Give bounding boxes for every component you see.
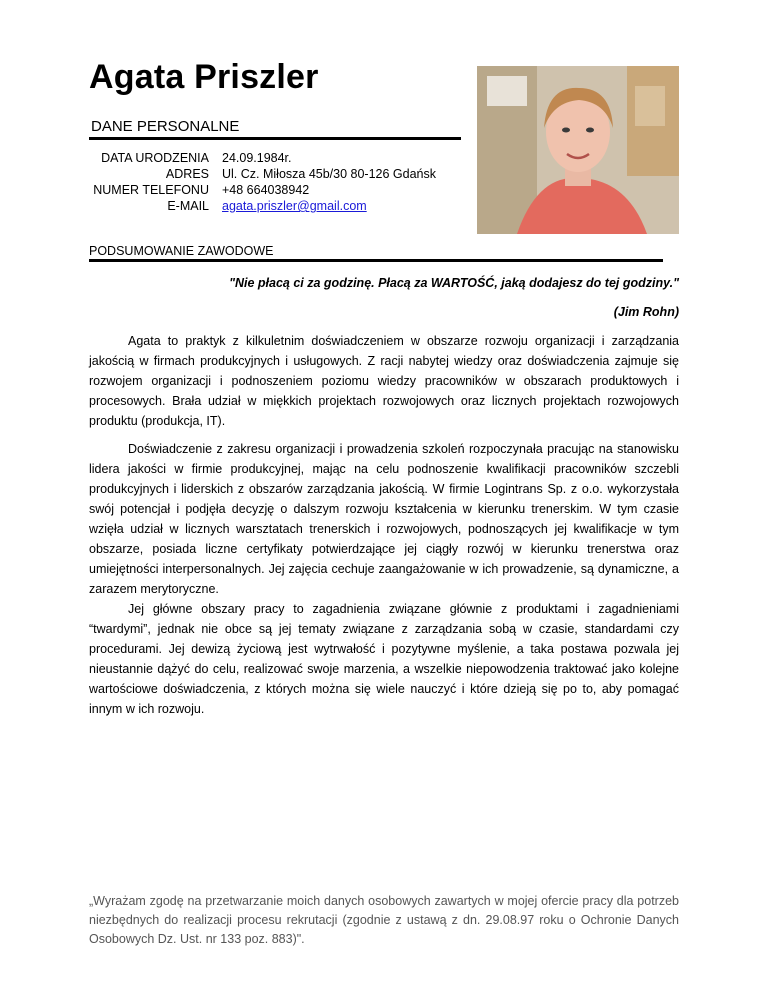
summary-paragraph-2: Doświadczenie z zakresu organizacji i prowadzenia szkoleń rozpoczynała pracując na stanowisku lidera jakości w firmie produkcyjnej, mając na celu podnoszenie kwalifikacji pracowników szczebli produkcyjnych i liderskich z obszarów zarządzania jakością. W firmie Logintrans Sp. z o.o. wykorzystała swój potencjał i podjęła decyzję o dalszym rozwoju kształcenia w kierunku trenerskim. W tym czasie wzięła udział w licznych warsztatach trenerskich i rozwojowych, podnoszących jej kwalifikacje w tym obszarze, posiada liczne certyfikaty potwierdzające jej ciągły rozwój w kierunku trenerstwa oraz umiejętności interpersonalnych. Jej zajęcia cechuje zaangażowanie w ich prowadzenie, są dynamiczne, a zarazem merytoryczne. [89, 442, 679, 596]
address-label: ADRES [165, 167, 209, 181]
personal-row-address [90, 166, 436, 182]
profile-photo [477, 66, 679, 234]
personal-row-phone [90, 182, 436, 198]
personal-row-email [90, 198, 436, 214]
gdpr-consent-clause: „Wyrażam zgodę na przetwarzanie moich danych osobowych zawartych w mojej ofercie pracy dla potrzeb niezbędnych do realizacji procesu rekrutacji (zgodnie z ustawą z dn. 29.08.97 roku o Ochronie Danych Osobowych Dz. Ust. nr 133 poz. 883)". [89, 894, 679, 946]
summary-section-rule [89, 259, 663, 262]
summary-paragraph-3: Jej główne obszary pracy to zagadnienia związane głównie z produktami i zagadnieniami “twardymi”, jednak nie obce są jej tematy związane z zarządzania sobą w czasie, standardami czy procedurami. Jej dewizą życiową jest wytrwałość i pozytywne myślenie, a taka postawa pozwala jej nieustannie dążyć do celu, realizować swoje marzenia, a wszelkie niepowodzenia traktować jako kolejne wartościowe doświadczenia, z których można się wiele nauczyć i które dzieją się po to, aby pomagać innym w ich rozwoju. [89, 602, 679, 716]
summary-section-title: PODSUMOWANIE ZAWODOWE [89, 244, 274, 258]
personal-section-title: DANE PERSONALNE [91, 118, 240, 135]
birthdate-label: DATA URODZENIA [101, 151, 209, 165]
address-value: Ul. Cz. Miłosza 45b/30 80-126 Gdańsk [222, 167, 436, 181]
personal-row-birthdate [90, 150, 436, 166]
summary-paragraph-1: Agata to praktyk z kilkuletnim doświadczeniem w obszarze rozwoju organizacji i zarządzania jakością w firmach produkcyjnych i usługowych. Z racji nabytej wiedzy oraz doświadczenia zajmuje się rozwojem organizacji i podnoszeniem poziomu wiedzy pracowników w obszarach produktowych i procesowych. Brała udział w miękkich projektach rozwojowych oraz licznych projektach rozwojowych produktu (produkcja, IT). [89, 334, 679, 428]
profile-photo-illustration [477, 66, 679, 234]
personal-section-rule [89, 137, 461, 140]
email-link[interactable]: agata.priszler@gmail.com [222, 199, 367, 213]
motto-quote: "Nie płacą ci za godzinę. Płacą za WARTOŚĆ, jaką dodajesz do tej godziny." [229, 276, 679, 290]
motto-author: (Jim Rohn) [613, 305, 679, 319]
phone-value: +48 664038942 [222, 183, 310, 197]
personal-data-list [90, 150, 436, 214]
email-label: E-MAIL [167, 199, 209, 213]
phone-label: NUMER TELEFONU [93, 183, 209, 197]
candidate-name: Agata Priszler [89, 58, 319, 96]
birthdate-value: 24.09.1984r. [222, 151, 292, 165]
